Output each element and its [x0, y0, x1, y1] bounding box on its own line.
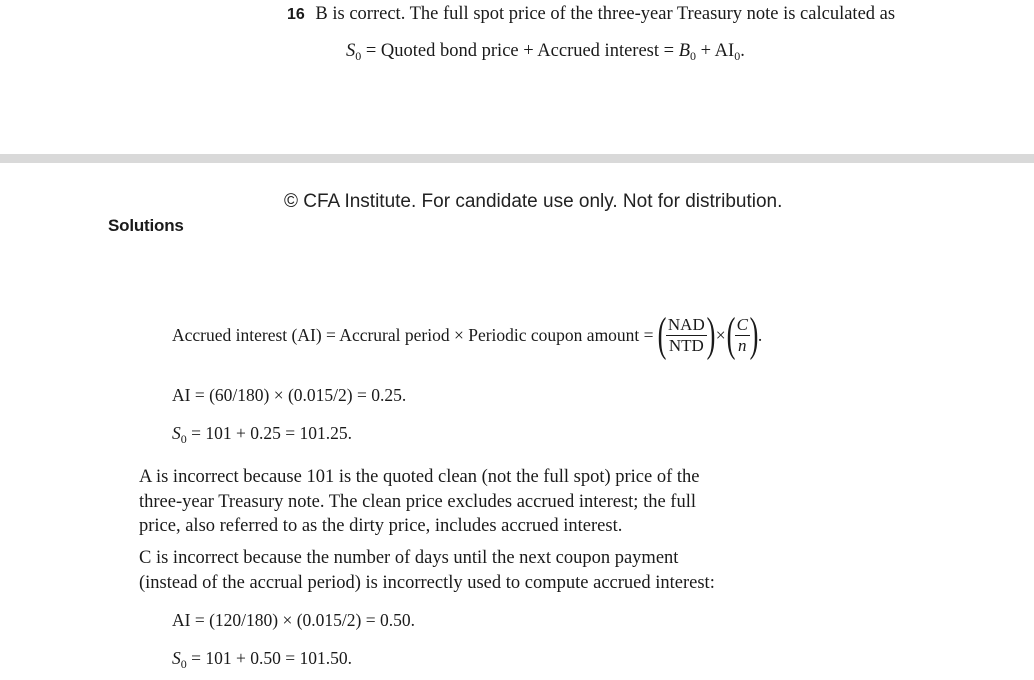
paragraph-c-line-2: (instead of the accrual period) is incorrectly used to compute accrued interest:	[139, 572, 715, 593]
nad-ntd-fraction	[657, 308, 716, 361]
left-paren: (	[657, 308, 667, 361]
spot-price-rest: = 101 + 0.25 = 101.25.	[186, 423, 352, 443]
paragraph-a-line-1: A is incorrect because 101 is the quoted clean (not the full spot) price of the	[139, 467, 700, 487]
answer-text: B is correct. The full spot price of the three-year Treasury note is calculated as	[315, 4, 896, 24]
fraction-numerator-nad: NAD	[667, 314, 705, 334]
nad-ntd-stack	[666, 315, 707, 356]
fraction-denominator-ntd: NTD	[668, 335, 704, 355]
c-n-stack	[735, 315, 750, 356]
c-n-fraction	[726, 308, 759, 361]
copyright-notice: © CFA Institute. For candidate use only. Not for distribution.	[284, 191, 783, 212]
paragraph-a-line-3: price, also referred to as the dirty price, includes accrued interest.	[139, 516, 623, 536]
accrued-interest-formula	[172, 310, 762, 360]
formula-ai-subscript: 0	[734, 49, 741, 63]
s-subscript: 0	[180, 657, 187, 671]
paragraph-option-c	[139, 546, 715, 595]
s-subscript: 0	[180, 432, 187, 446]
spot-price-calculation-1	[172, 423, 352, 444]
formula-b-symbol: B	[678, 41, 691, 61]
formula-period: .	[757, 324, 763, 345]
s-symbol: S	[172, 423, 181, 443]
formula-end: .	[740, 41, 745, 61]
left-paren: (	[726, 308, 735, 361]
answer-line	[287, 4, 895, 25]
formula-plus-ai: + AI	[696, 41, 735, 61]
formula-s-subscript: 0	[355, 49, 362, 63]
ai-calculation-1: AI = (60/180) × (0.015/2) = 0.25.	[172, 385, 407, 405]
formula-s-symbol: S	[346, 41, 356, 61]
full-price-formula	[346, 41, 745, 62]
question-number: 16	[287, 6, 305, 23]
right-paren: )	[706, 308, 716, 361]
fraction-denominator-n: n	[738, 335, 747, 355]
accrued-formula-left: Accrued interest (AI) = Accrural period × Periodic coupon amount =	[172, 324, 658, 345]
fraction-numerator-c: C	[736, 314, 748, 334]
paragraph-c-line-1: C is incorrect because the number of days until the next coupon payment	[139, 548, 679, 568]
paragraph-a-line-2: three-year Treasury note. The clean price excludes accrued interest; the full	[139, 491, 696, 512]
spot-price-rest: = 101 + 0.50 = 101.50.	[186, 648, 352, 668]
ai-calculation-2: AI = (120/180) × (0.015/2) = 0.50.	[172, 610, 415, 630]
s-symbol: S	[172, 648, 181, 668]
times-sign: ×	[715, 324, 726, 345]
section-title: Solutions	[108, 216, 184, 235]
page-break-divider	[0, 154, 1034, 163]
paragraph-option-a	[139, 465, 699, 539]
formula-b-subscript: 0	[690, 49, 697, 63]
formula-middle: = Quoted bond price + Accrued interest =	[361, 41, 679, 61]
spot-price-calculation-2	[172, 648, 352, 669]
right-paren: )	[749, 308, 759, 361]
